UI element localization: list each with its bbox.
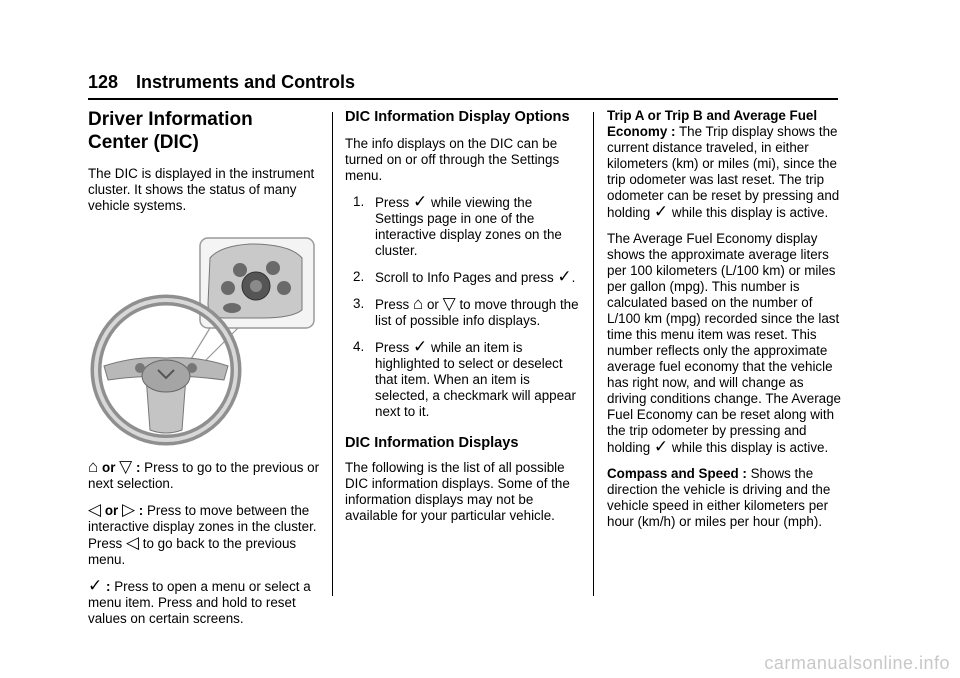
page-number: 128 — [88, 72, 119, 92]
up-arrow-icon: ⌂ — [88, 457, 99, 476]
up-arrow-icon: ⌂ — [412, 294, 424, 313]
watermark: carmanualsonline.info — [764, 653, 950, 673]
control-button-bottom — [223, 303, 241, 313]
down-arrow-icon: ▽ — [442, 294, 456, 313]
steering-wheel-illustration — [88, 234, 318, 449]
check-icon: ✓ — [653, 437, 669, 456]
list-item: 3. Press ⌂ or ▽ to move through the list of possible info displays. — [353, 294, 579, 328]
column-divider-1 — [332, 112, 333, 596]
list-item: 2. Scroll to Info Pages and press ✓. — [353, 267, 576, 286]
display-options-heading: DIC Information Display Options — [345, 109, 570, 125]
column-divider-2 — [593, 112, 594, 596]
right-arrow-icon: ▷ — [121, 500, 136, 519]
control-button-right — [277, 281, 291, 295]
control-button-top-right — [266, 261, 280, 275]
down-arrow-icon: ▽ — [119, 457, 133, 476]
check-button — [250, 280, 262, 292]
check-icon: ✓ — [653, 202, 669, 221]
dic-intro: The DIC is displayed in the instrument cluster. It shows the status of many vehicle systems. — [88, 166, 315, 213]
left-arrow-icon: ◁ — [125, 533, 140, 552]
check-icon: ✓ — [88, 576, 103, 595]
control-button-top-left — [233, 263, 247, 277]
column-1 — [88, 108, 320, 637]
column-2 — [345, 108, 583, 534]
check-icon: ✓ — [412, 192, 428, 211]
info-displays-heading: DIC Information Displays — [345, 435, 519, 451]
header-rule — [88, 98, 838, 100]
wheel-hub — [142, 360, 190, 392]
dic-title: Driver Information Center (DIC) — [88, 109, 253, 153]
section-title: Instruments and Controls — [136, 72, 356, 92]
trip-description: Trip A or Trip B and Average Fuel Economy : The Trip display shows the current distance traveled, in either kilometers (km) or miles (mi), since the trip odometer was last reset. The trip odometer can be reset by pressing and holding ✓ while this display is active. — [607, 108, 840, 221]
up-down-description: ⌂ or ▽ : Press to go to the previous or next selection. — [88, 457, 320, 491]
fuel-economy-description: The Average Fuel Economy display shows the approximate average liters per 100 kilometers (L/100 km) or miles per gallon (mpg). This number is calculated based on the number of L/100 km (mpg) recorded since the last time this menu item was reset. This number reflects only the approximate average fuel economy that the vehicle has right now, and will change as driving conditions change. The Average Fuel Economy can be reset along with the trip odometer by pressing and holding ✓ while this display is active. — [607, 231, 842, 456]
check-icon: ✓ — [412, 337, 428, 356]
column-3 — [607, 108, 842, 540]
left-right-description: ◁ or ▷ : Press to move between the interactive display zones in the cluster. Press ◁ to go back to the previous menu. — [88, 500, 317, 567]
list-item: 1. Press ✓ while viewing the Settings page in one of the interactive display zones on the cluster. — [353, 192, 562, 258]
left-arrow-icon: ◁ — [88, 500, 102, 519]
page-header — [88, 72, 355, 93]
info-displays-text: The following is the list of all possible DIC information displays. Some of the information displays may not be available for your particular vehicle. — [345, 460, 570, 523]
trip-label: Trip A or Trip B and Average Fuel Economy : — [607, 108, 818, 139]
compass-label: Compass and Speed : — [607, 466, 747, 481]
check-icon: ✓ — [557, 267, 572, 286]
compass-description: Compass and Speed : Shows the direction the vehicle is driving and the vehicle speed in either kilometers per hour (km/h) or miles per hour (mph). — [607, 466, 831, 529]
control-button-left — [221, 281, 235, 295]
display-options-intro: The info displays on the DIC can be turned on or off through the Settings menu. — [345, 136, 560, 183]
select-description: ✓ : Press to open a menu or select a menu item. Press and hold to reset values on certain screens. — [88, 576, 311, 626]
list-item: 4. Press ✓ while an item is highlighted to select or deselect that item. When an item is selected, a checkmark will appear next to it. — [353, 337, 576, 419]
steps-list — [345, 194, 583, 420]
